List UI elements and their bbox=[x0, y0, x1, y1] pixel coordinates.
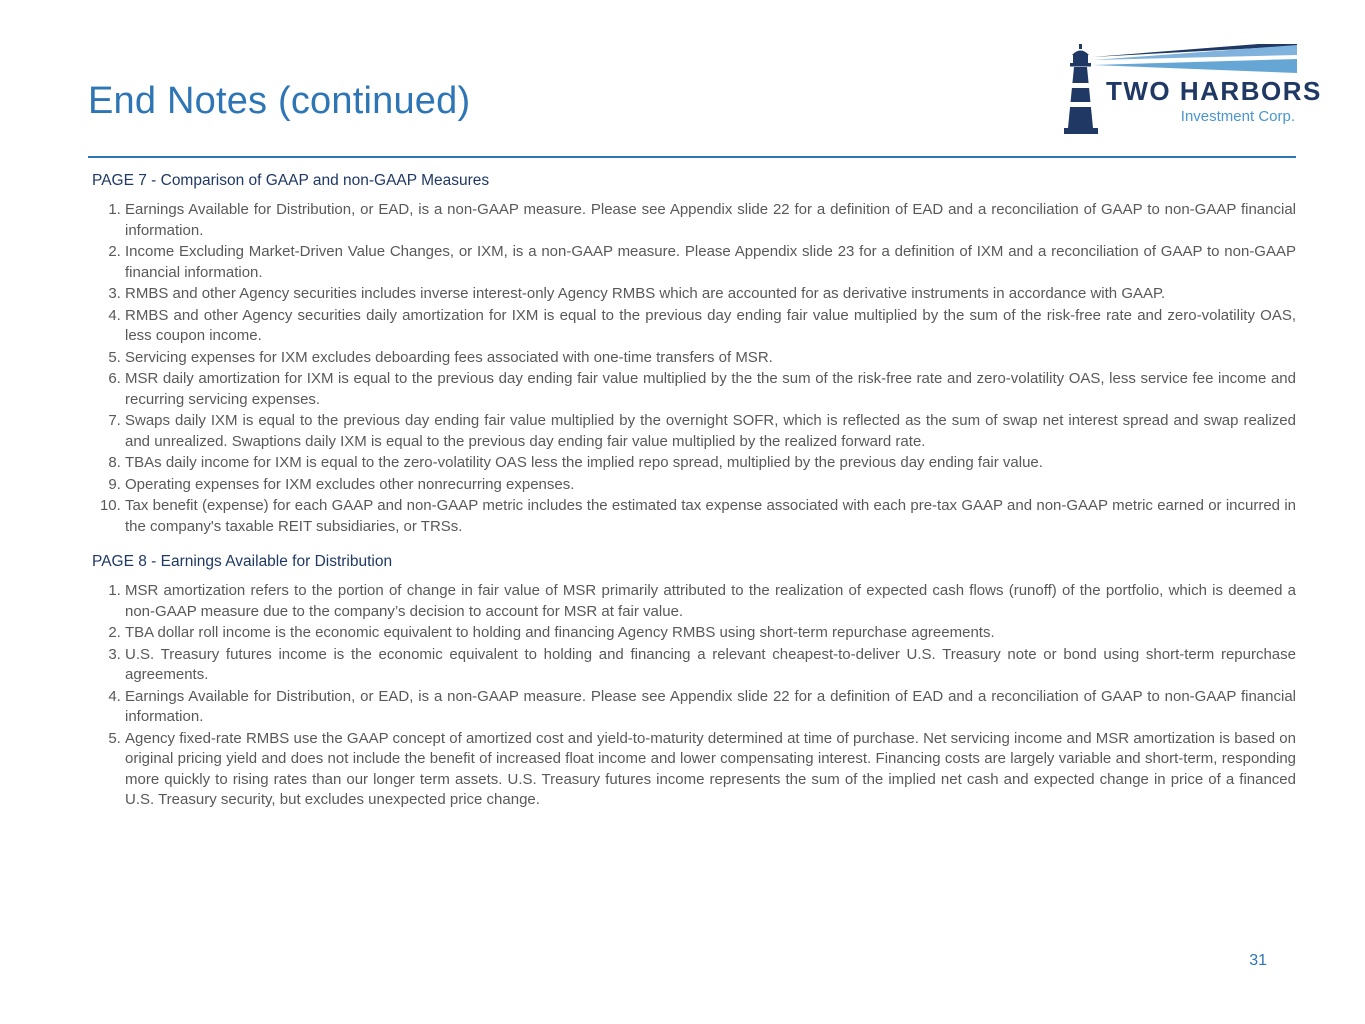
note-item: 8. TBAs daily income for IXM is equal to the zero-volatility OAS less the implied repo spread, multiplied by the previous day ending fair value. bbox=[125, 453, 1296, 474]
notes-list bbox=[88, 581, 1296, 811]
section-heading: PAGE 8 - Earnings Available for Distribution bbox=[92, 553, 393, 570]
note-item: 2. Income Excluding Market-Driven Value Changes, or IXM, is a non-GAAP measure. Please Appendix slide 23 for a definition of IXM and a reconciliation of GAAP to non-GAAP financial information. bbox=[125, 242, 1296, 283]
section-heading: PAGE 7 - Comparison of GAAP and non-GAAP Measures bbox=[92, 172, 490, 189]
note-item: 3. RMBS and other Agency securities includes inverse interest-only Agency RMBS which are accounted for as derivative instruments in accordance with GAAP. bbox=[125, 284, 1296, 305]
note-item: 4. RMBS and other Agency securities daily amortization for IXM is equal to the previous day ending fair value multiplied by the sum of the risk-free rate and zero-volatility OAS, less coupon income. bbox=[125, 306, 1296, 347]
logo-subtitle: Investment Corp. bbox=[1180, 108, 1295, 125]
note-item: 2. TBA dollar roll income is the economic equivalent to holding and financing Agency RMBS using short-term repurchase agreements. bbox=[125, 623, 1296, 644]
note-item: 7. Swaps daily IXM is equal to the previous day ending fair value multiplied by the overnight SOFR, which is reflected as the sum of swap net interest spread and swap realized and unrealized. Swaptions daily IXM is equal to the previous day ending fair value multiplied by the realized forward rate. bbox=[125, 411, 1296, 452]
note-item: 9. Operating expenses for IXM excludes other nonrecurring expenses. bbox=[125, 475, 1296, 496]
note-item: 10. Tax benefit (expense) for each GAAP and non-GAAP metric includes the estimated tax expense associated with each pre-tax GAAP and non-GAAP metric earned or incurred in the company's taxable REIT subsidiaries, or TRSs. bbox=[125, 496, 1296, 537]
note-item: 1. Earnings Available for Distribution, or EAD, is a non-GAAP measure. Please see Appendix slide 22 for a definition of EAD and a reconciliation of GAAP to non-GAAP financial information. bbox=[125, 200, 1296, 241]
title-divider bbox=[88, 156, 1296, 158]
page-title: End Notes (continued) bbox=[88, 80, 471, 122]
sections bbox=[88, 172, 1296, 812]
company-logo bbox=[1062, 44, 1322, 139]
page-number: 31 bbox=[1249, 952, 1267, 969]
note-item: 1. MSR amortization refers to the portion of change in fair value of MSR primarily attributed to the realization of expected cash flows (runoff) of the portfolio, which is deemed a non-GAAP measure due to the company’s decision to account for MSR at fair value. bbox=[125, 581, 1296, 622]
note-item: 5. Servicing expenses for IXM excludes deboarding fees associated with one-time transfers of MSR. bbox=[125, 348, 1296, 369]
notes-list bbox=[88, 200, 1296, 537]
note-item: 3. U.S. Treasury futures income is the economic equivalent to holding and financing a relevant cheapest-to-deliver U.S. Treasury note or bond using short-term repurchase agreements. bbox=[125, 645, 1296, 686]
note-item: 6. MSR daily amortization for IXM is equal to the previous day ending fair value multiplied by the the sum of the risk-free rate and zero-volatility OAS, less service fee income and recurring servicing expenses. bbox=[125, 369, 1296, 410]
note-item: 5. Agency fixed-rate RMBS use the GAAP concept of amortized cost and yield-to-maturity determined at time of purchase. Net servicing income and MSR amortization is based on original pricing yield and does not include the benefit of increased float income and lower compensating interest. Financing costs are largely variable and short-term, responding more quickly to rising rates than our longer term assets. U.S. Treasury futures income represents the sum of the implied net cash and expected change in price of a financed U.S. Treasury security, but excludes unexpected price change. bbox=[125, 729, 1296, 811]
logo-company-name: TWO HARBORS bbox=[1106, 76, 1322, 106]
note-item: 4. Earnings Available for Distribution, or EAD, is a non-GAAP measure. Please see Appendix slide 22 for a definition of EAD and a reconciliation of GAAP to non-GAAP financial information. bbox=[125, 687, 1296, 728]
